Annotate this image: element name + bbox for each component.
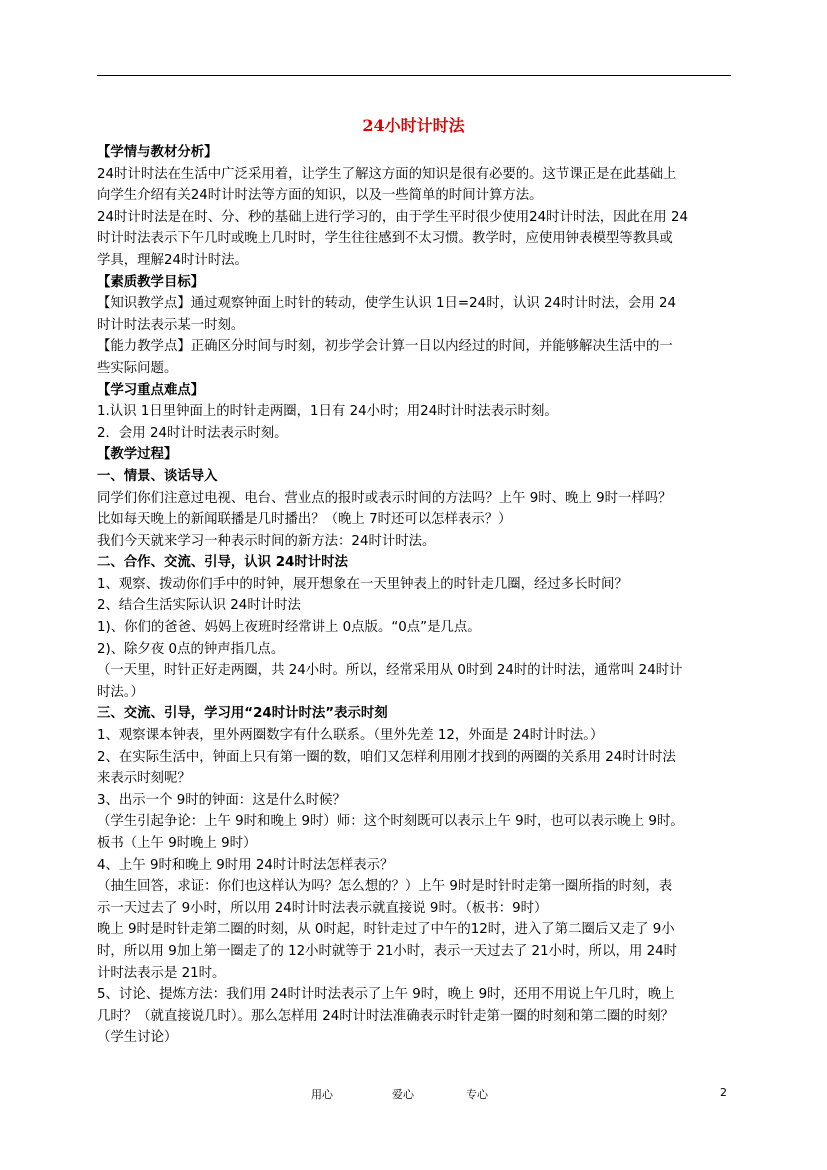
text-line: 4、上午 9时和晚上 9时用 24时计时法怎样表示？ xyxy=(97,857,394,873)
text-line: 向学生介绍有关24时计时法等方面的知识，以及一些简单的时间计算方法。 xyxy=(97,188,543,204)
footer-middle-text: 爱心 xyxy=(392,1088,414,1101)
footer-left-text: 用心 xyxy=(311,1088,333,1101)
text-line: 学具，理解24时计时法。 xyxy=(97,252,248,268)
text-line: 【能力教学点】正确区分时间与时刻，初步学会计算一日以内经过的时间，并能够解决生活中的一 xyxy=(97,339,673,355)
section-heading: 【学情与教材分析】 xyxy=(97,145,218,160)
document-body xyxy=(97,142,731,1049)
text-line: 我们今天就来学习一种表示时间的新方法：24时计时法。 xyxy=(97,533,436,549)
text-line: 3、出示一个 9时的钟面：这是什么时候？ xyxy=(97,792,346,808)
text-line: 晚上 9时是时针走第二圈的时刻，从 0时起，时针走过了中午的12时，进入了第二圈后又走了 9小 xyxy=(97,922,675,938)
section-heading: 一、情景、谈话导入 xyxy=(97,468,218,484)
footer-right-text: 专心 xyxy=(466,1088,488,1101)
page-title: 24小时计时法 xyxy=(362,116,465,135)
text-line: 时法。） xyxy=(97,684,144,700)
text-line: 2)、除夕夜 0点的钟声指几点。 xyxy=(97,641,285,657)
text-line: 24时计时法在生活中广泛采用着，让学生了解这方面的知识是很有必要的。这节课正是在此基础上 xyxy=(97,166,677,182)
header-rule xyxy=(97,75,731,76)
section-heading: 【素质教学目标】 xyxy=(97,274,205,290)
text-line: （学生讨论） xyxy=(97,1030,178,1046)
text-line: 示一天过去了 9小时，所以用 24时计时法表示就直接说 9时。（板书：9时） xyxy=(97,900,548,916)
section-heading: 三、交流、引导，学习用“24时计时法”表示时刻 xyxy=(97,706,388,722)
section-heading: 【教学过程】 xyxy=(97,447,178,463)
text-line: 【知识教学点】通过观察钟面上时针的转动，使学生认识 1日=24时，认识 24时计时法，会用 24 xyxy=(97,296,677,312)
section-heading: 二、合作、交流、引导，认识 24时计时法 xyxy=(97,555,348,571)
text-line: 同学们你们注意过电视、电台、营业点的报时或表示时间的方法吗？上午 9时、晚上 9时一样吗？ xyxy=(97,490,672,506)
text-line: （学生引起争论：上午 9时和晚上 9时）师：这个时刻既可以表示上午 9时，也可以表示晚上 9时。 xyxy=(97,814,684,830)
text-line: 1.认识 1日里钟面上的时针走两圈，1日有 24小时；用24时计时法表示时刻。 xyxy=(97,404,558,420)
page-number: 2 xyxy=(720,1086,727,1099)
text-line: 几时？（就直接说几时）。那么怎样用 24时计时法准确表示时针走第一圈的时刻和第二圈的时刻？ xyxy=(97,1008,674,1024)
text-line: 2、结合生活实际认识 24时计时法 xyxy=(97,598,301,614)
text-line: （抽生回答，求证：你们也这样认为吗？怎么想的？）上午 9时是时针时走第一圈所指的时刻，表 xyxy=(97,879,673,895)
text-line: 时计时法表示某一时刻。 xyxy=(97,317,245,333)
text-line: 1、观察课本钟表，里外两圈数字有什么联系。（里外先差 12，外面是 24时计时法。） xyxy=(97,728,604,744)
text-line: 些实际问题。 xyxy=(97,360,178,376)
text-line: 1)、你们的爸爸、妈妈上夜班时经常讲上 0点版。“0点”是几点。 xyxy=(97,620,481,636)
text-line: 时计时法表示下午几时或晚上几时时，学生往往感到不太习惯。教学时，应使用钟表模型等教具或 xyxy=(97,231,673,247)
section-heading: 【学习重点难点】 xyxy=(97,382,205,398)
text-line: 2．会用 24时计时法表示时刻。 xyxy=(97,425,288,441)
text-line: （一天里，时针正好走两圈，共 24小时。所以，经常采用从 0时到 24时的计时法，通常叫 24时计 xyxy=(97,663,683,679)
text-line: 来表示时刻呢？ xyxy=(97,771,191,787)
text-line: 1、观察、拨动你们手中的时钟，展开想象在一天里钟表上的时针走几圈，经过多长时间？ xyxy=(97,576,628,592)
text-line: 5、讨论、提炼方法：我们用 24时计时法表示了上午 9时，晚上 9时，还用不用说上午几时，晚上 xyxy=(97,987,675,1003)
text-line: 时，所以用 9加上第一圈走了的 12小时就等于 21小时，表示一天过去了 21小时，所以，用 24时 xyxy=(97,943,678,959)
text-line: 比如每天晚上的新闻联播是几时播出？（晚上 7时还可以怎样表示？） xyxy=(97,512,512,528)
text-line: 板书（上午 9时晚上 9时） xyxy=(97,836,257,851)
text-line: 2、在实际生活中，钟面上只有第一圈的数，咱们又怎样利用刚才找到的两圈的关系用 24时计时法 xyxy=(97,749,676,765)
text-line: 24时计时法是在时、分、秒的基础上进行学习的，由于学生平时很少使用24时计时法，因此在用 24 xyxy=(97,209,688,225)
text-line: 计时法表示是 21时。 xyxy=(97,965,226,981)
